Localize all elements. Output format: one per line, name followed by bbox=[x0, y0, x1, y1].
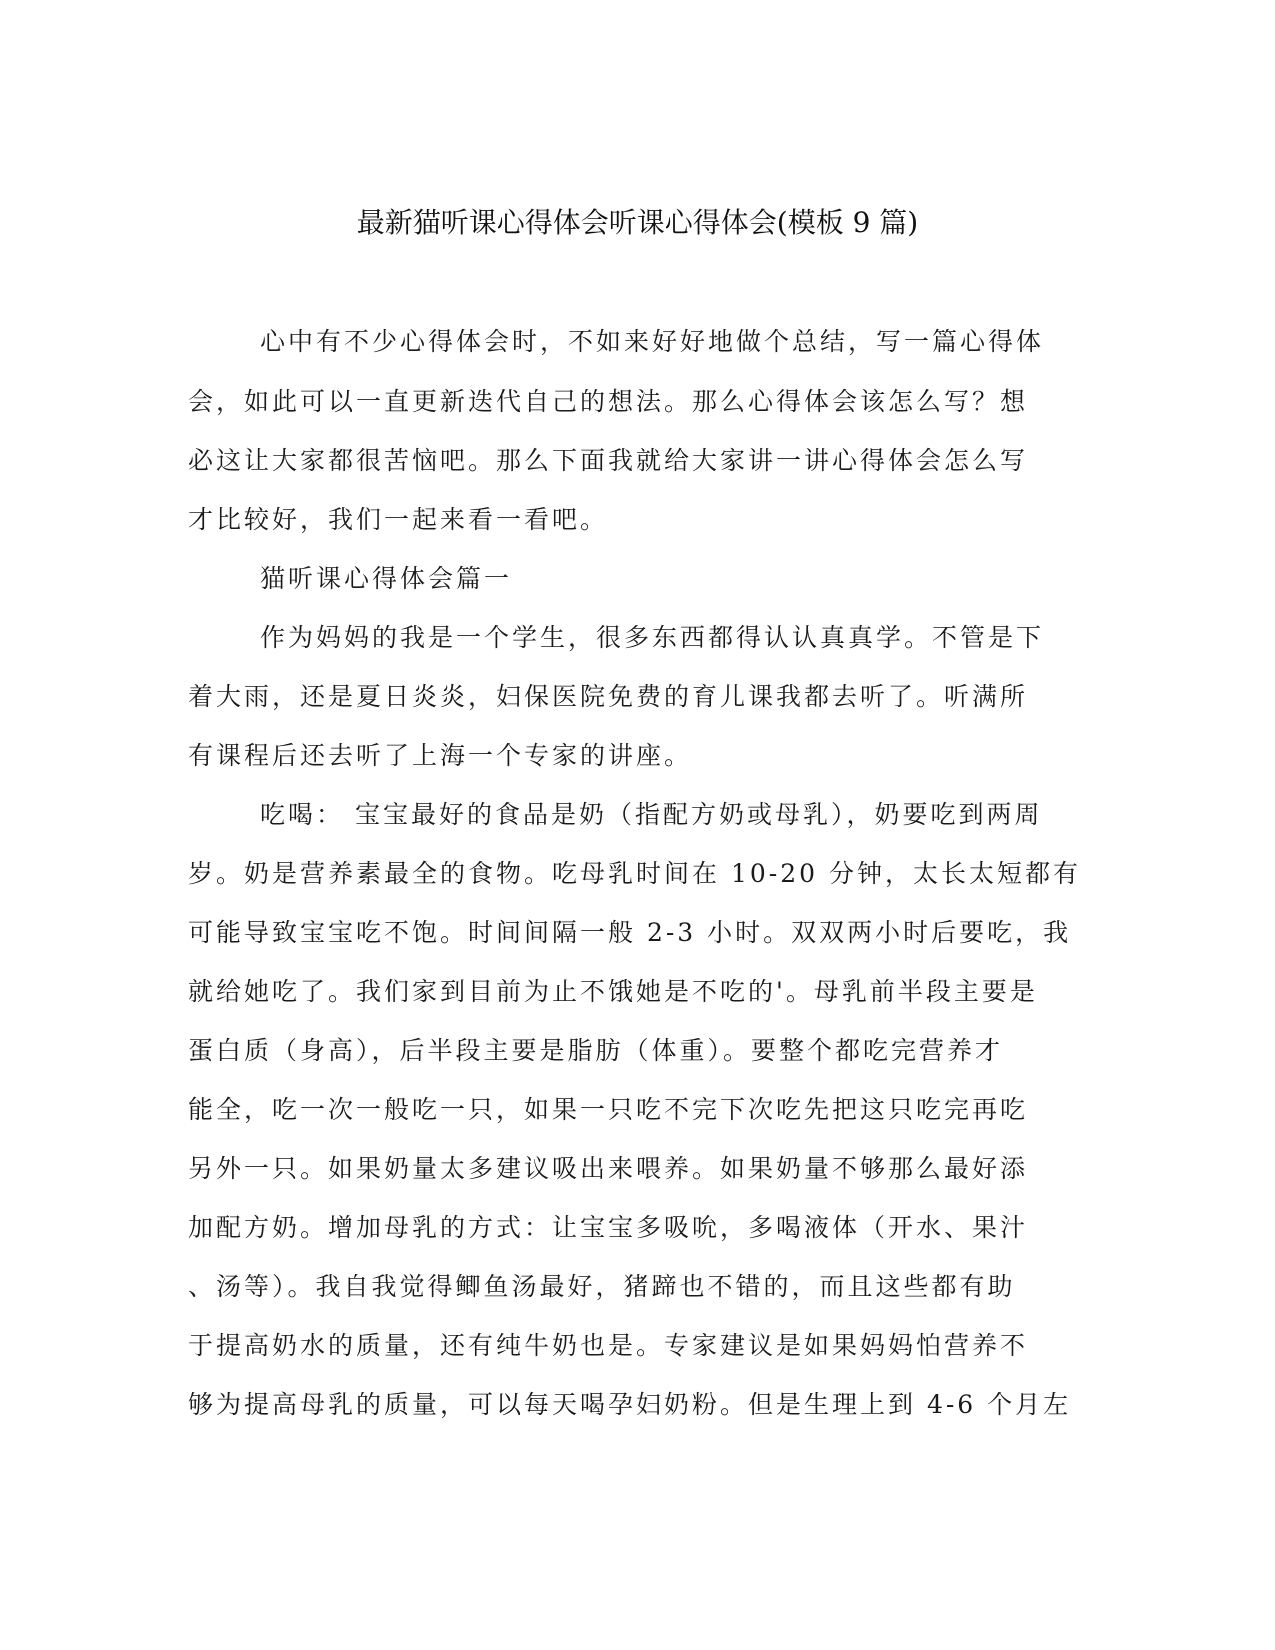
paragraph-line: 着大雨，还是夏日炎炎，妇保医院免费的育儿课我都去听了。听满所 bbox=[188, 682, 1029, 711]
paragraph-line: 、汤等）。我自我觉得鲫鱼汤最好，猪蹄也不错的，而且这些都有助 bbox=[188, 1272, 1016, 1301]
paragraph-line: 心中有不少心得体会时，不如来好好地做个总结，写一篇心得体 bbox=[260, 327, 1045, 356]
section-heading: 猫听课心得体会篇一 bbox=[260, 564, 513, 593]
paragraph-line: 会，如此可以一直更新迭代自己的想法。那么心得体会该怎么写？想 bbox=[188, 387, 1029, 416]
paragraph-line: 可能导致宝宝吃不饱。时间间隔一般 2-3 小时。双双两小时后要吃，我 bbox=[188, 918, 1072, 947]
paragraph-line: 必这让大家都很苦恼吧。那么下面我就给大家讲一讲心得体会怎么写 bbox=[188, 446, 1029, 475]
document-title: 最新猫听课心得体会听课心得体会(模板 9 篇) bbox=[356, 206, 919, 239]
paragraph-line: 于提高奶水的质量，还有纯牛奶也是。专家建议是如果妈妈怕营养不 bbox=[188, 1331, 1029, 1360]
paragraph-line: 吃喝： 宝宝最好的食品是奶（指配方奶或母乳），奶要吃到两周 bbox=[260, 800, 1043, 829]
paragraph-line: 另外一只。如果奶量太多建议吸出来喂养。如果奶量不够那么最好添 bbox=[188, 1154, 1029, 1183]
paragraph-line: 岁。奶是营养素最全的食物。吃母乳时间在 10-20 分钟，太长太短都有 bbox=[188, 859, 1081, 888]
paragraph-line: 加配方奶。增加母乳的方式：让宝宝多吸吮，多喝液体（开水、果汁 bbox=[188, 1213, 1029, 1242]
paragraph-line: 就给她吃了。我们家到目前为止不饿她是不吃的'。母乳前半段主要是 bbox=[188, 977, 1038, 1006]
paragraph-line: 够为提高母乳的质量，可以每天喝孕妇奶粉。但是生理上到 4-6 个月左 bbox=[188, 1390, 1072, 1419]
paragraph-line: 才比较好，我们一起来看一看吧。 bbox=[188, 505, 609, 534]
paragraph-line: 能全，吃一次一般吃一只，如果一只吃不完下次吃先把这只吃完再吃 bbox=[188, 1095, 1029, 1124]
paragraph-line: 作为妈妈的我是一个学生，很多东西都得认认真真学。不管是下 bbox=[260, 623, 1045, 652]
paragraph-line: 蛋白质（身高），后半段主要是脂肪（体重）。要整个都吃完营养才 bbox=[188, 1036, 1004, 1065]
paragraph-line: 有课程后还去听了上海一个专家的讲座。 bbox=[188, 741, 693, 770]
